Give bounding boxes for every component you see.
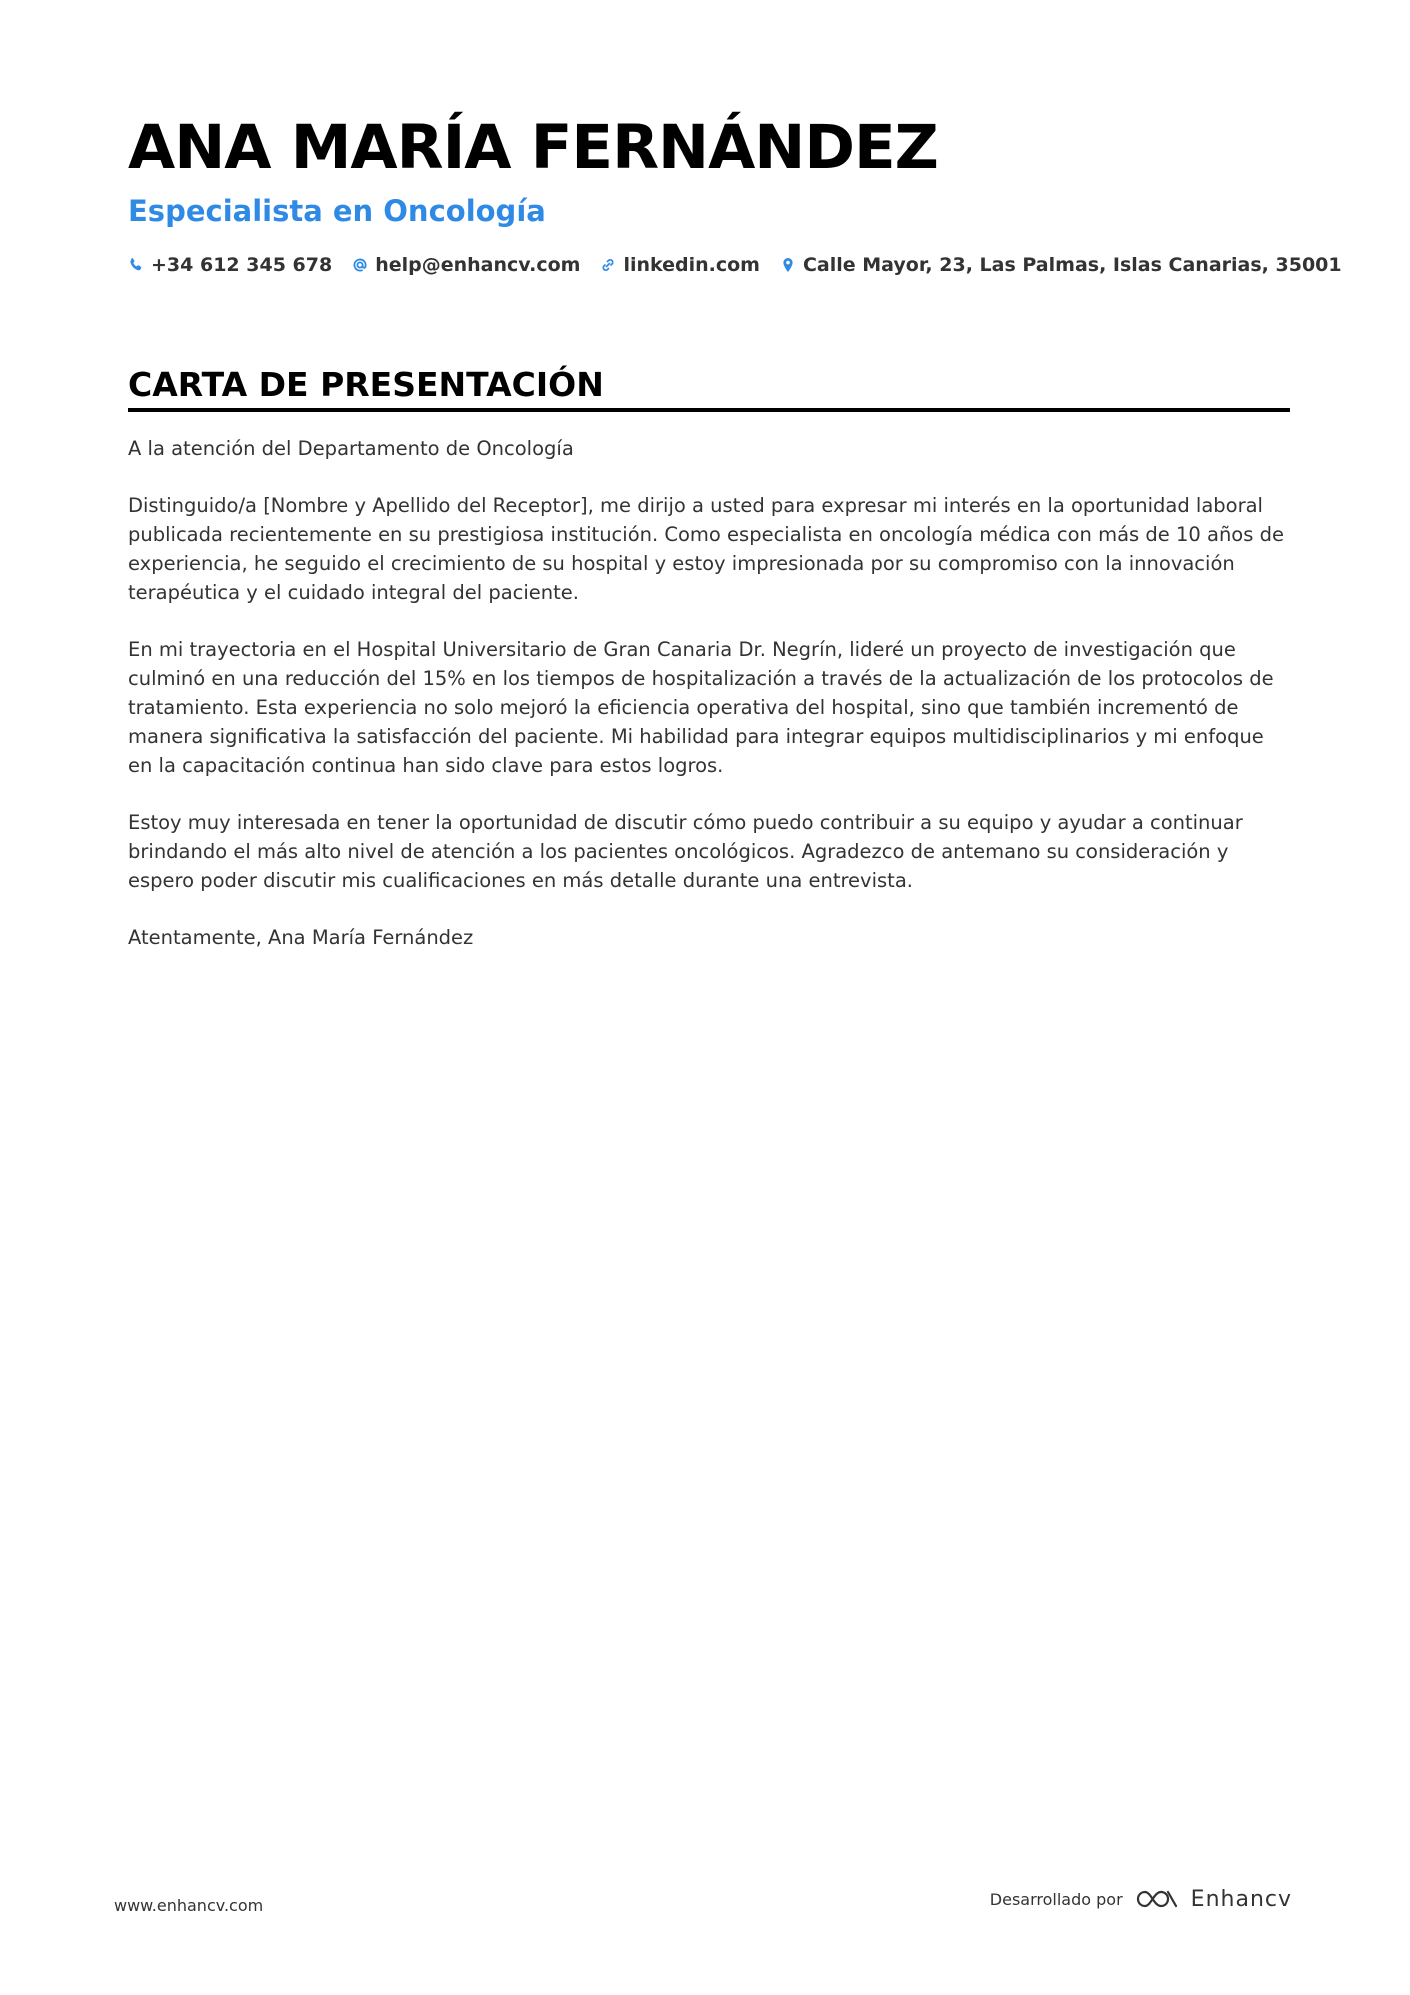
letter-paragraph: Distinguido/a [Nombre y Apellido del Receptor], me dirijo a usted para expresar mi interés en la oportunidad laboral publicada recientemente en su prestigiosa institución. Como especialista en oncología médica con más de 10 años de experiencia, he seguido el crecimiento de su hospital y estoy impresionada por su compromiso con la innovación terapéutica y el cuidado integral del paciente. xyxy=(128,494,1284,604)
enhancv-logo-icon xyxy=(1135,1886,1181,1912)
contact-email[interactable] xyxy=(352,254,580,276)
email-text: help@enhancv.com xyxy=(375,254,581,276)
phone-text: +34 612 345 678 xyxy=(151,254,333,276)
contact-phone xyxy=(128,254,332,276)
contact-bar xyxy=(128,254,1342,276)
location-pin-icon xyxy=(780,257,796,273)
contact-linkedin[interactable] xyxy=(600,254,760,276)
letter-paragraph: Estoy muy interesada en tener la oportunidad de discutir cómo puedo contribuir a su equipo y ayudar a continuar brindando el más alto nivel de atención a los pacientes oncológicos. Agradezco de antemano su consideración y espero poder discutir mis cualificaciones en más detalle durante una entrevista. xyxy=(128,811,1243,892)
brand-name: Enhancv xyxy=(1190,1886,1292,1912)
footer-branding xyxy=(990,1886,1292,1912)
address-text: Calle Mayor, 23, Las Palmas, Islas Canarias, 35001 xyxy=(802,254,1342,276)
candidate-name: ANA MARÍA FERNÁNDEZ xyxy=(128,112,938,183)
enhancv-logo[interactable] xyxy=(1135,1886,1292,1912)
contact-address xyxy=(780,254,1342,276)
link-icon xyxy=(600,257,616,273)
letter-closing: Atentamente, Ana María Fernández xyxy=(128,926,474,949)
letter-body xyxy=(128,434,1290,952)
job-title: Especialista en Oncología xyxy=(128,194,546,228)
cover-letter-page xyxy=(128,108,1342,980)
linkedin-text: linkedin.com xyxy=(623,254,760,276)
letter-salutation: A la atención del Departamento de Oncología xyxy=(128,437,574,460)
section-heading: CARTA DE PRESENTACIÓN xyxy=(128,364,1290,412)
footer-website[interactable]: www.enhancv.com xyxy=(114,1896,264,1915)
letter-paragraph: En mi trayectoria en el Hospital Universitario de Gran Canaria Dr. Negrín, lideré un proyecto de investigación que culminó en una reducción del 15% en los tiempos de hospitalización a través de la actualización de los protocolos de tratamiento. Esta experiencia no solo mejoró la eficiencia operativa del hospital, sino que también incrementó de manera significativa la satisfacción del paciente. Mi habilidad para integrar equipos multidisciplinarios y mi enfoque en la capacitación continua han sido clave para estos logros. xyxy=(128,638,1274,777)
powered-by-text: Desarrollado por xyxy=(989,1889,1123,1909)
phone-icon xyxy=(128,257,144,273)
at-icon xyxy=(352,257,368,273)
